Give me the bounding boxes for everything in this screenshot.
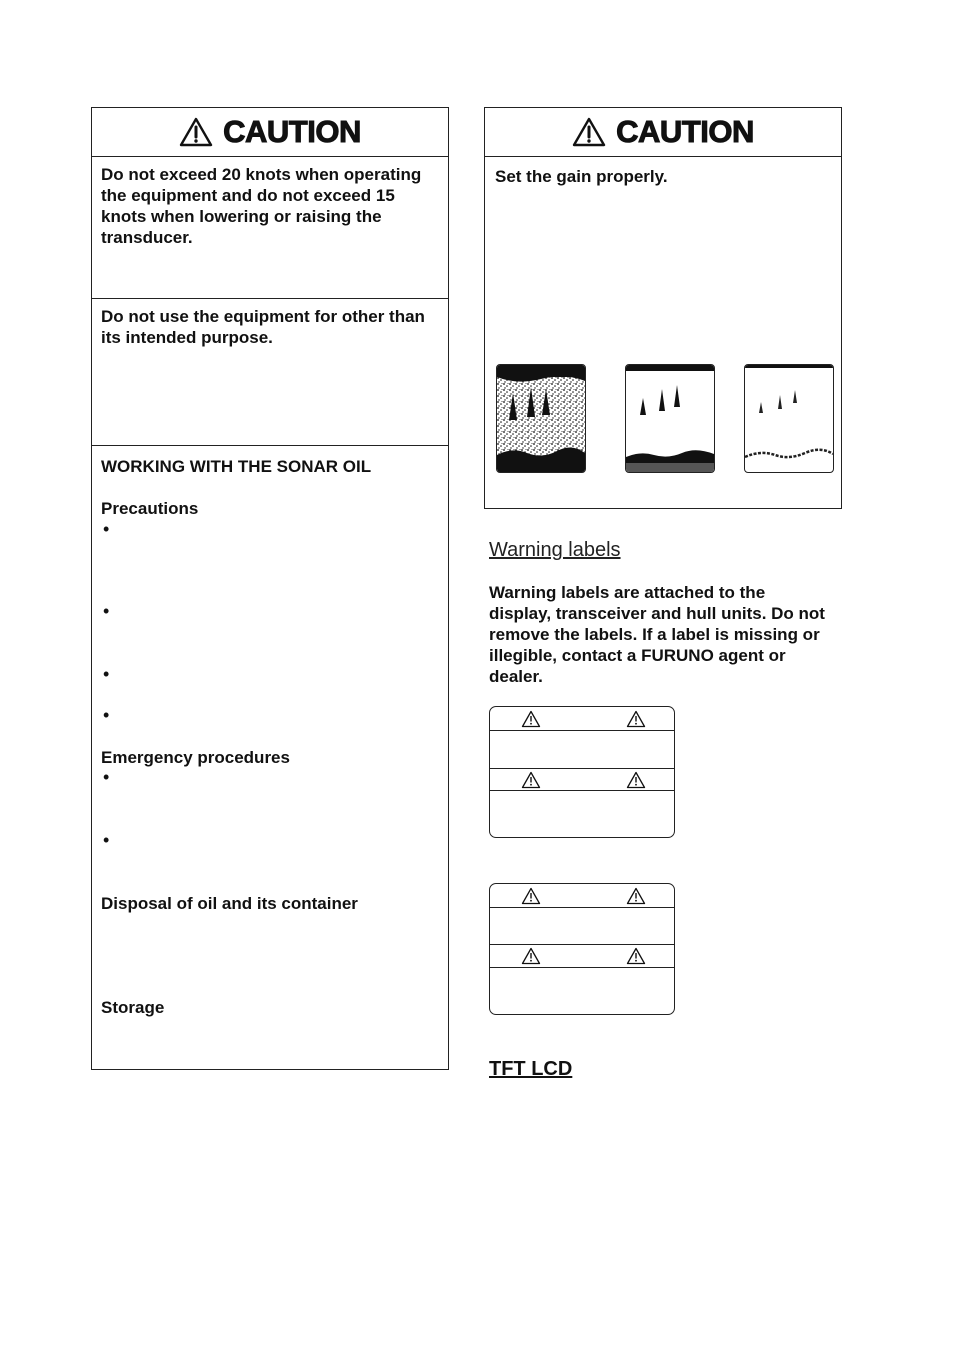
bullet-icon: •	[103, 705, 110, 725]
warning-triangle-icon	[521, 947, 541, 965]
warning-triangle-icon	[521, 710, 541, 728]
caution-title: CAUTION	[223, 114, 361, 149]
warning-triangle-icon	[626, 771, 646, 789]
warning-triangle-icon	[572, 117, 606, 147]
precautions-heading: Precautions	[101, 499, 199, 518]
warning-triangle-icon	[521, 887, 541, 905]
warning-triangle-icon	[626, 710, 646, 728]
tft-lcd-title: TFT LCD	[489, 1058, 573, 1080]
warning-triangle-icon	[626, 887, 646, 905]
speed-caution-text: Do not exceed 20 knots when operating the equipment and do not exceed 15 knots when lowering or raising the transducer.	[101, 165, 422, 247]
storage-heading: Storage	[101, 998, 165, 1017]
sonar-oil-section	[92, 446, 448, 1068]
left-caution-box	[91, 107, 449, 1070]
warning-triangle-icon	[179, 117, 213, 147]
bullet-icon: •	[103, 664, 110, 684]
caution-title: CAUTION	[616, 114, 754, 149]
echo-image-gain-too-low	[744, 364, 834, 473]
warning-triangle-icon	[521, 771, 541, 789]
left-caution-header	[92, 108, 448, 157]
purpose-caution-section	[92, 299, 448, 446]
warning-label-card	[489, 883, 675, 1015]
emergency-heading: Emergency procedures	[101, 748, 290, 767]
purpose-caution-text: Do not use the equipment for other than its intended purpose.	[101, 307, 425, 347]
bullet-icon: •	[103, 519, 110, 539]
echo-image-gain-too-high	[496, 364, 586, 473]
bullet-icon: •	[103, 601, 110, 621]
warning-triangle-icon	[626, 947, 646, 965]
gain-caution-text: Set the gain properly.	[495, 167, 668, 186]
warning-label-card	[489, 706, 675, 838]
right-caution-box	[484, 107, 842, 509]
sonar-oil-heading: WORKING WITH THE SONAR OIL	[101, 457, 372, 476]
right-caution-header	[485, 108, 841, 157]
bullet-icon: •	[103, 830, 110, 850]
echo-image-gain-proper	[625, 364, 715, 473]
disposal-heading: Disposal of oil and its container	[101, 894, 358, 913]
speed-caution-section	[92, 157, 448, 299]
bullet-icon: •	[103, 767, 110, 787]
warning-labels-title: Warning labels	[489, 539, 621, 561]
warning-labels-body: Warning labels are attached to the display, transceiver and hull units. Do not remove the labels. If a label is missing or illegible, contact a FURUNO agent or dealer.	[489, 583, 825, 686]
